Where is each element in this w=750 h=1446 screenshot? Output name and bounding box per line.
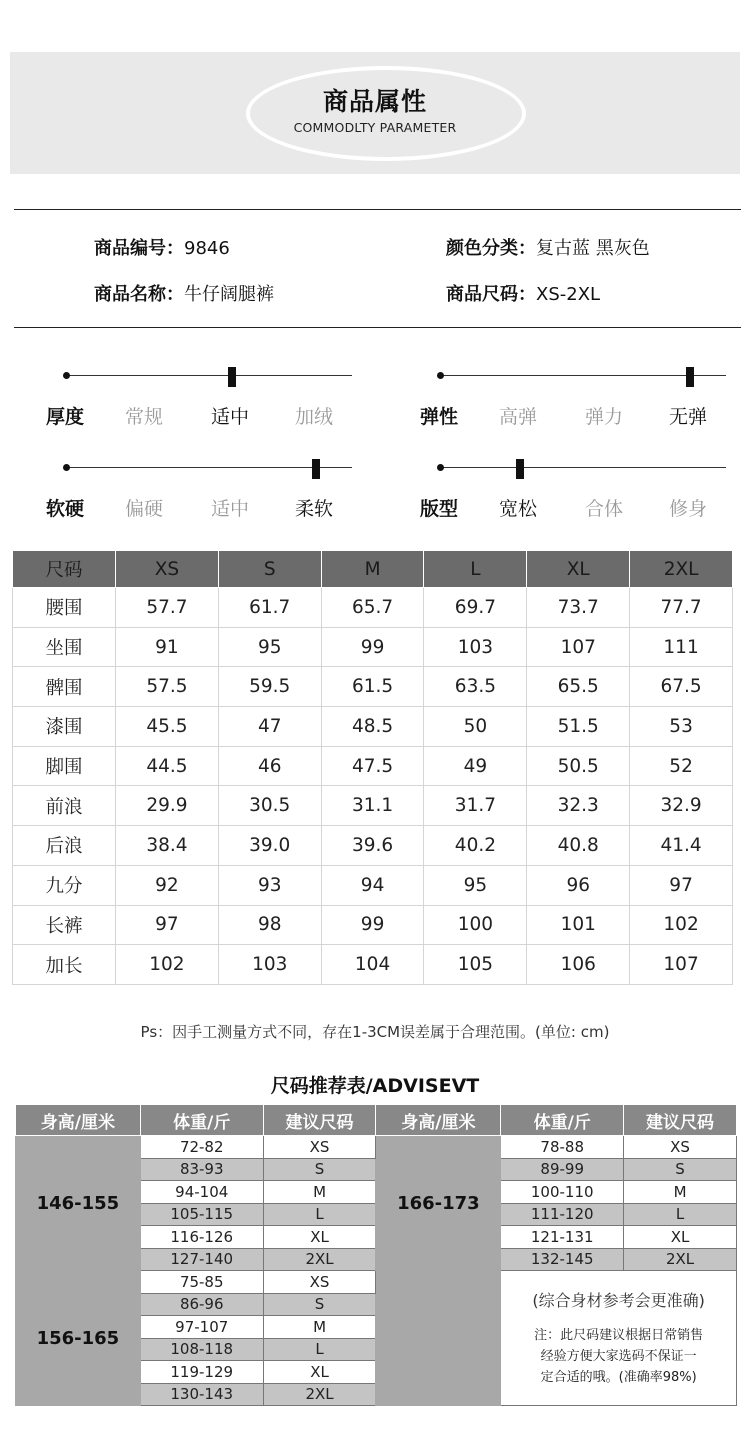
table-cell: 102 bbox=[630, 905, 733, 945]
slider-option: 偏硬 bbox=[125, 498, 164, 520]
column-header: XL bbox=[527, 551, 630, 588]
table-row bbox=[13, 588, 733, 628]
weight-range: 127-140 bbox=[140, 1248, 263, 1271]
table-cell: 50.5 bbox=[527, 746, 630, 786]
table-cell: 30.5 bbox=[218, 786, 321, 826]
row-label: 前浪 bbox=[13, 786, 116, 826]
slider-name: 版型 bbox=[420, 498, 459, 520]
weight-range: 121-131 bbox=[501, 1226, 624, 1249]
table-cell: 50 bbox=[424, 707, 527, 747]
recommended-size: L bbox=[624, 1203, 737, 1226]
header-banner bbox=[10, 52, 740, 174]
weight-range: 108-118 bbox=[140, 1338, 263, 1361]
slider-start-dot bbox=[63, 464, 70, 471]
table-cell: 94 bbox=[321, 865, 424, 905]
table-cell: 40.2 bbox=[424, 826, 527, 866]
table-cell: 47 bbox=[218, 707, 321, 747]
table-cell: 48.5 bbox=[321, 707, 424, 747]
table-cell: 98 bbox=[218, 905, 321, 945]
table-cell: 65.5 bbox=[527, 667, 630, 707]
note-line: 注：此尺码建议根据日常销售 bbox=[534, 1328, 704, 1343]
column-header: 建议尺码 bbox=[263, 1105, 376, 1136]
row-label: 后浪 bbox=[13, 826, 116, 866]
slider-start-dot bbox=[437, 372, 444, 379]
table-cell: 95 bbox=[424, 865, 527, 905]
table-row bbox=[13, 627, 733, 667]
weight-range: 116-126 bbox=[140, 1226, 263, 1249]
table-cell: 103 bbox=[218, 945, 321, 985]
measurement-note: Ps：因手工测量方式不同，存在1-3CM误差属于合理范围。(单位: cm) bbox=[140, 1023, 610, 1041]
column-header: 身高/厘米 bbox=[376, 1105, 501, 1136]
height-range: 156-165 bbox=[16, 1271, 141, 1406]
note-line: 经验方便大家选码不保证一 bbox=[540, 1349, 697, 1364]
note-headline: (综合身材参考会更准确) bbox=[532, 1291, 705, 1310]
table-cell: 32.3 bbox=[527, 786, 630, 826]
slider-track bbox=[440, 375, 726, 376]
attribute-slider bbox=[420, 450, 726, 520]
divider-top bbox=[14, 209, 741, 210]
table-cell: 104 bbox=[321, 945, 424, 985]
table-cell: 49 bbox=[424, 746, 527, 786]
table-cell: 38.4 bbox=[116, 826, 219, 866]
weight-range: 119-129 bbox=[140, 1361, 263, 1384]
table-cell: 41.4 bbox=[630, 826, 733, 866]
table-cell: 46 bbox=[218, 746, 321, 786]
table-row bbox=[13, 905, 733, 945]
height-range: 146-155 bbox=[16, 1136, 141, 1271]
recommended-size: S bbox=[263, 1293, 376, 1316]
recommended-size: L bbox=[263, 1203, 376, 1226]
slider-option: 适中 bbox=[211, 498, 250, 520]
table-cell: 53 bbox=[630, 707, 733, 747]
page-subtitle: COMMODLTY PARAMETER bbox=[293, 120, 457, 135]
slider-name: 弹性 bbox=[420, 406, 459, 428]
table-cell: 39.0 bbox=[218, 826, 321, 866]
weight-range: 100-110 bbox=[501, 1181, 624, 1204]
table-cell: 91 bbox=[116, 627, 219, 667]
row-label: 腰围 bbox=[13, 588, 116, 628]
table-cell: 65.7 bbox=[321, 588, 424, 628]
table-cell: 29.9 bbox=[116, 786, 219, 826]
table-row bbox=[16, 1271, 737, 1294]
table-cell: 59.5 bbox=[218, 667, 321, 707]
table-cell: 97 bbox=[116, 905, 219, 945]
table-cell: 63.5 bbox=[424, 667, 527, 707]
weight-range: 132-145 bbox=[501, 1248, 624, 1271]
slider-track bbox=[66, 467, 352, 468]
weight-range: 75-85 bbox=[140, 1271, 263, 1294]
recommended-size: XL bbox=[263, 1226, 376, 1249]
product-color: 颜色分类：复古蓝 黑灰色 bbox=[446, 238, 650, 259]
recommended-size: XL bbox=[263, 1361, 376, 1384]
slider-marker bbox=[516, 459, 524, 479]
recommended-size: S bbox=[263, 1158, 376, 1181]
table-row bbox=[13, 945, 733, 985]
row-label: 漆围 bbox=[13, 707, 116, 747]
slider-marker bbox=[228, 367, 236, 387]
table-cell: 101 bbox=[527, 905, 630, 945]
weight-range: 97-107 bbox=[140, 1316, 263, 1339]
attribute-slider bbox=[46, 358, 352, 428]
table-cell: 92 bbox=[116, 865, 219, 905]
table-cell: 67.5 bbox=[630, 667, 733, 707]
weight-range: 130-143 bbox=[140, 1383, 263, 1406]
table-row bbox=[13, 786, 733, 826]
table-cell: 103 bbox=[424, 627, 527, 667]
slider-marker bbox=[312, 459, 320, 479]
table-row bbox=[13, 707, 733, 747]
size-recommend-table bbox=[15, 1104, 737, 1406]
slider-track bbox=[440, 467, 726, 468]
column-header: 体重/斤 bbox=[140, 1105, 263, 1136]
table-cell: 57.5 bbox=[116, 667, 219, 707]
slider-name: 软硬 bbox=[46, 498, 85, 520]
table-cell: 69.7 bbox=[424, 588, 527, 628]
table-cell: 97 bbox=[630, 865, 733, 905]
slider-marker bbox=[686, 367, 694, 387]
size-advice-note bbox=[501, 1271, 737, 1406]
slider-start-dot bbox=[63, 372, 70, 379]
column-header: M bbox=[321, 551, 424, 588]
weight-range: 89-99 bbox=[501, 1158, 624, 1181]
slider-option: 常规 bbox=[125, 406, 164, 428]
product-size: 商品尺码：XS-2XL bbox=[446, 284, 601, 305]
weight-range: 105-115 bbox=[140, 1203, 263, 1226]
table-cell: 32.9 bbox=[630, 786, 733, 826]
column-header: L bbox=[424, 551, 527, 588]
size-table bbox=[12, 550, 733, 985]
weight-range: 111-120 bbox=[501, 1203, 624, 1226]
slider-option: 高弹 bbox=[499, 406, 538, 428]
column-header: 建议尺码 bbox=[624, 1105, 737, 1136]
weight-range: 83-93 bbox=[140, 1158, 263, 1181]
table-cell: 45.5 bbox=[116, 707, 219, 747]
column-header: 尺码 bbox=[13, 551, 116, 588]
table-row bbox=[13, 865, 733, 905]
recommended-size: XS bbox=[624, 1136, 737, 1159]
column-header: 身高/厘米 bbox=[16, 1105, 141, 1136]
column-header: 2XL bbox=[630, 551, 733, 588]
table-cell: 57.7 bbox=[116, 588, 219, 628]
recommended-size: M bbox=[263, 1316, 376, 1339]
table-row bbox=[13, 826, 733, 866]
slider-name: 厚度 bbox=[46, 406, 85, 428]
recommended-size: 2XL bbox=[263, 1383, 376, 1406]
slider-option: 合体 bbox=[585, 498, 624, 520]
product-code: 商品编号：9846 bbox=[94, 238, 230, 259]
slider-option: 修身 bbox=[669, 498, 708, 520]
table-cell: 99 bbox=[321, 627, 424, 667]
column-header: S bbox=[218, 551, 321, 588]
recommended-size: XS bbox=[263, 1136, 376, 1159]
row-label: 长裤 bbox=[13, 905, 116, 945]
recommended-size: 2XL bbox=[263, 1248, 376, 1271]
table-cell: 61.5 bbox=[321, 667, 424, 707]
row-label: 坐围 bbox=[13, 627, 116, 667]
recommended-size: XL bbox=[624, 1226, 737, 1249]
slider-track bbox=[66, 375, 352, 376]
table-cell: 47.5 bbox=[321, 746, 424, 786]
table-cell: 107 bbox=[527, 627, 630, 667]
product-name: 商品名称：牛仔阔腿裤 bbox=[94, 284, 274, 305]
column-header: XS bbox=[116, 551, 219, 588]
table-cell: 111 bbox=[630, 627, 733, 667]
table-row bbox=[16, 1136, 737, 1159]
table-cell: 52 bbox=[630, 746, 733, 786]
recommended-size: M bbox=[263, 1181, 376, 1204]
table-cell: 107 bbox=[630, 945, 733, 985]
table-cell: 73.7 bbox=[527, 588, 630, 628]
row-label: 髀围 bbox=[13, 667, 116, 707]
slider-option: 宽松 bbox=[499, 498, 538, 520]
table-cell: 31.7 bbox=[424, 786, 527, 826]
weight-range: 94-104 bbox=[140, 1181, 263, 1204]
weight-range: 86-96 bbox=[140, 1293, 263, 1316]
table-cell: 102 bbox=[116, 945, 219, 985]
attribute-slider bbox=[420, 358, 726, 428]
advise-title: 尺码推荐表/ADVISEVT bbox=[270, 1075, 480, 1097]
table-cell: 106 bbox=[527, 945, 630, 985]
slider-option: 无弹 bbox=[669, 406, 708, 428]
column-header: 体重/斤 bbox=[501, 1105, 624, 1136]
slider-option: 加绒 bbox=[295, 406, 334, 428]
table-cell: 99 bbox=[321, 905, 424, 945]
table-row bbox=[13, 667, 733, 707]
row-label: 脚围 bbox=[13, 746, 116, 786]
table-cell: 39.6 bbox=[321, 826, 424, 866]
slider-start-dot bbox=[437, 464, 444, 471]
table-cell: 95 bbox=[218, 627, 321, 667]
divider-bottom bbox=[14, 327, 741, 328]
table-cell: 77.7 bbox=[630, 588, 733, 628]
note-body bbox=[501, 1325, 736, 1388]
recommended-size: M bbox=[624, 1181, 737, 1204]
table-cell: 100 bbox=[424, 905, 527, 945]
recommended-size: S bbox=[624, 1158, 737, 1181]
table-cell: 93 bbox=[218, 865, 321, 905]
table-cell: 105 bbox=[424, 945, 527, 985]
slider-option: 弹力 bbox=[585, 406, 624, 428]
table-cell: 40.8 bbox=[527, 826, 630, 866]
blank-cell bbox=[376, 1271, 501, 1406]
table-cell: 96 bbox=[527, 865, 630, 905]
height-range: 166-173 bbox=[376, 1136, 501, 1271]
row-label: 九分 bbox=[13, 865, 116, 905]
weight-range: 78-88 bbox=[501, 1136, 624, 1159]
table-cell: 51.5 bbox=[527, 707, 630, 747]
page-title: 商品属性 bbox=[322, 87, 427, 116]
attribute-slider bbox=[46, 450, 352, 520]
slider-option: 适中 bbox=[211, 406, 250, 428]
slider-option: 柔软 bbox=[295, 498, 334, 520]
recommended-size: 2XL bbox=[624, 1248, 737, 1271]
table-row bbox=[13, 746, 733, 786]
table-cell: 31.1 bbox=[321, 786, 424, 826]
table-cell: 44.5 bbox=[116, 746, 219, 786]
table-cell: 61.7 bbox=[218, 588, 321, 628]
recommended-size: L bbox=[263, 1338, 376, 1361]
note-line: 定合适的哦。(准确率98%) bbox=[540, 1370, 697, 1385]
row-label: 加长 bbox=[13, 945, 116, 985]
weight-range: 72-82 bbox=[140, 1136, 263, 1159]
recommended-size: XS bbox=[263, 1271, 376, 1294]
